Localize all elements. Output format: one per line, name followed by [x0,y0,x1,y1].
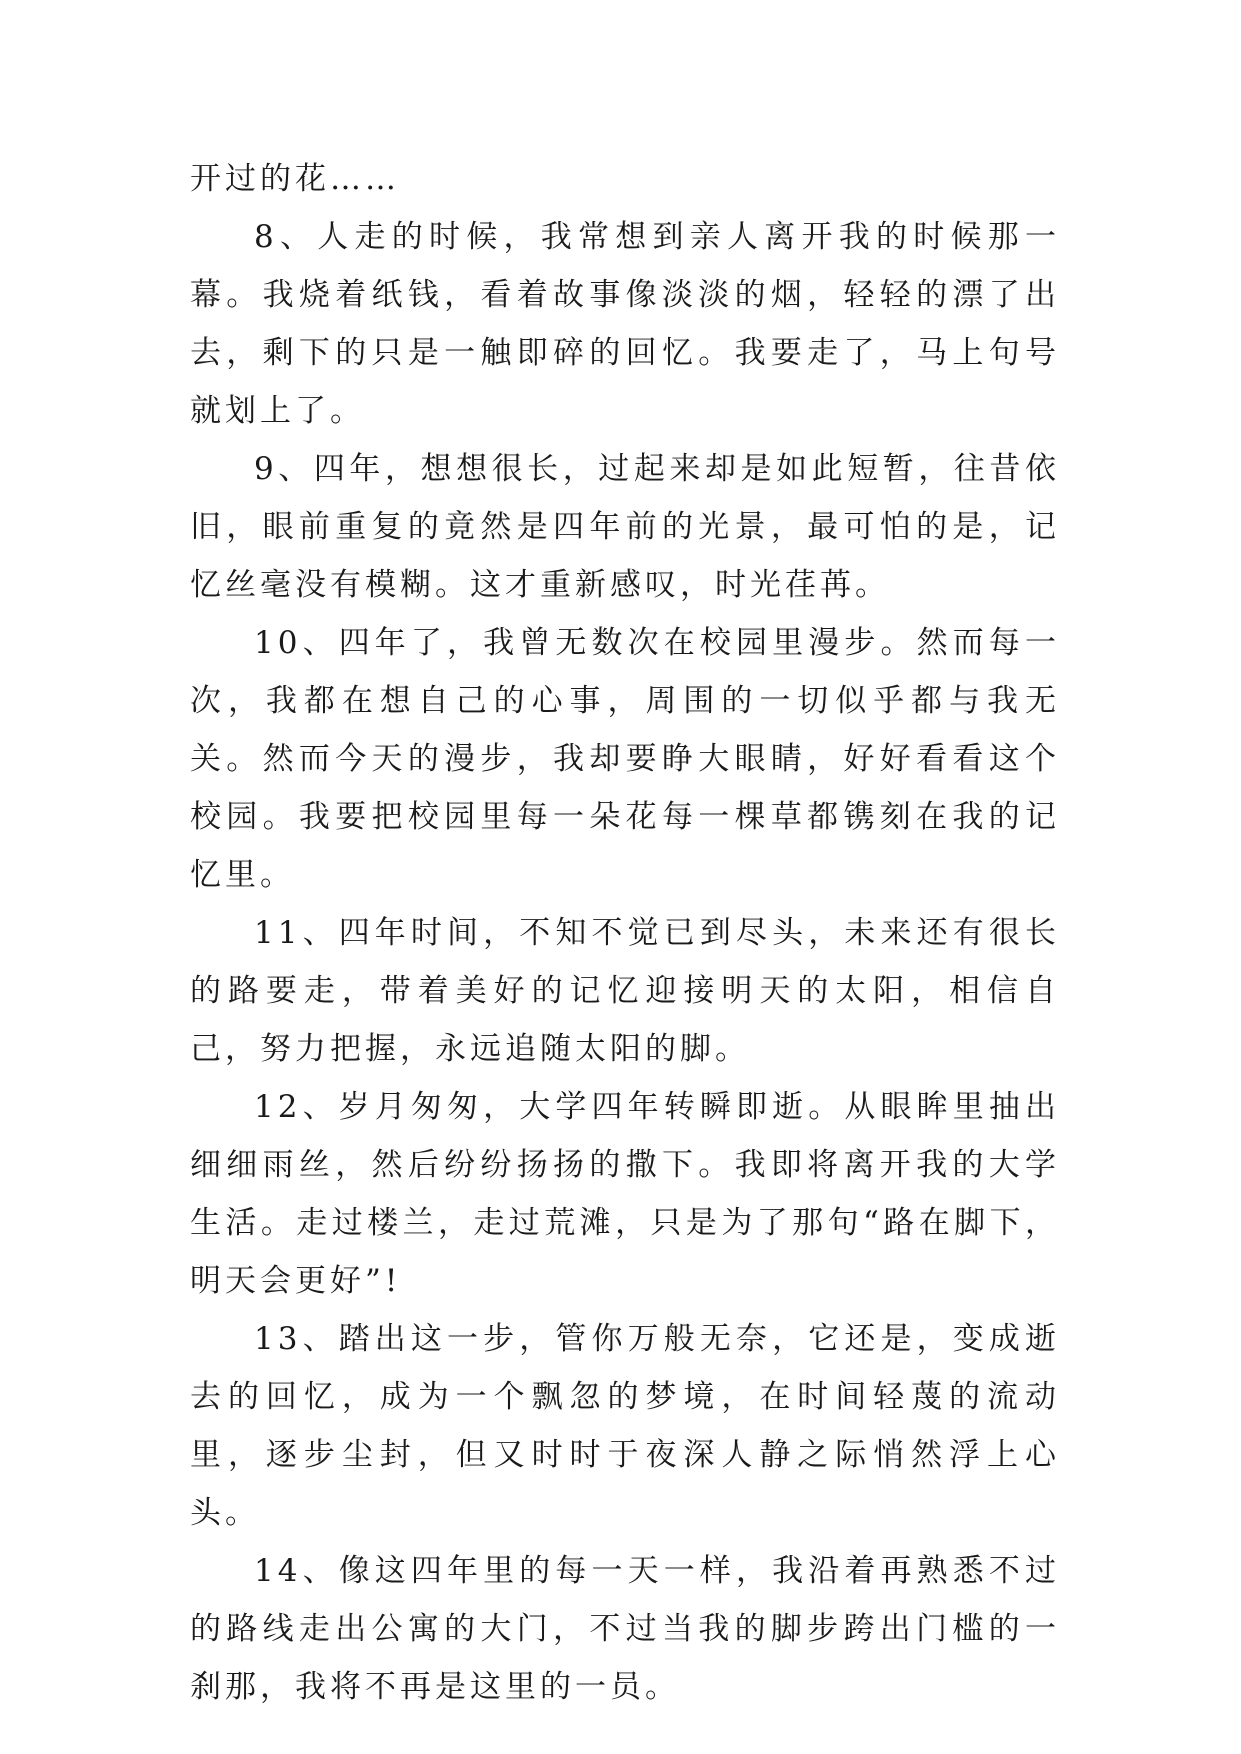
paragraph-11: 11、四年时间，不知不觉已到尽头，未来还有很长的路要走，带着美好的记忆迎接明天的太阳，相信自己，努力把握，永远追随太阳的脚。 [190,915,1060,1067]
paragraph-13: 13、踏出这一步，管你万般无奈，它还是，变成逝去的回忆，成为一个飘忽的梦境，在时间轻蔑的流动里，逐步尘封，但又时时于夜深人静之际悄然浮上心头。 [190,1321,1060,1531]
paragraph-continuation: 开过的花…… [190,161,400,197]
paragraph-14: 14、像这四年里的每一天一样，我沿着再熟悉不过的路线走出公寓的大门，不过当我的脚步跨出门槛的一刹那，我将不再是这里的一员。 [190,1553,1060,1705]
paragraph-9: 9、四年，想想很长，过起来却是如此短暂，往昔依旧，眼前重复的竟然是四年前的光景，最可怕的是，记忆丝毫没有模糊。这才重新感叹，时光荏苒。 [190,451,1060,603]
paragraph-10: 10、四年了，我曾无数次在校园里漫步。然而每一次，我都在想自己的心事，周围的一切似乎都与我无关。然而今天的漫步，我却要睁大眼睛，好好看看这个校园。我要把校园里每一朵花每一棵草都镌刻在我的记忆里。 [190,625,1060,893]
paragraph-12: 12、岁月匆匆，大学四年转瞬即逝。从眼眸里抽出细细雨丝，然后纷纷扬扬的撒下。我即将离开我的大学生活。走过楼兰，走过荒滩，只是为了那句“路在脚下，明天会更好”! [190,1089,1060,1299]
paragraph-8: 8、人走的时候，我常想到亲人离开我的时候那一幕。我烧着纸钱，看着故事像淡淡的烟，轻轻的漂了出去，剩下的只是一触即碎的回忆。我要走了，马上句号就划上了。 [190,219,1060,429]
document-page [190,150,1060,1716]
